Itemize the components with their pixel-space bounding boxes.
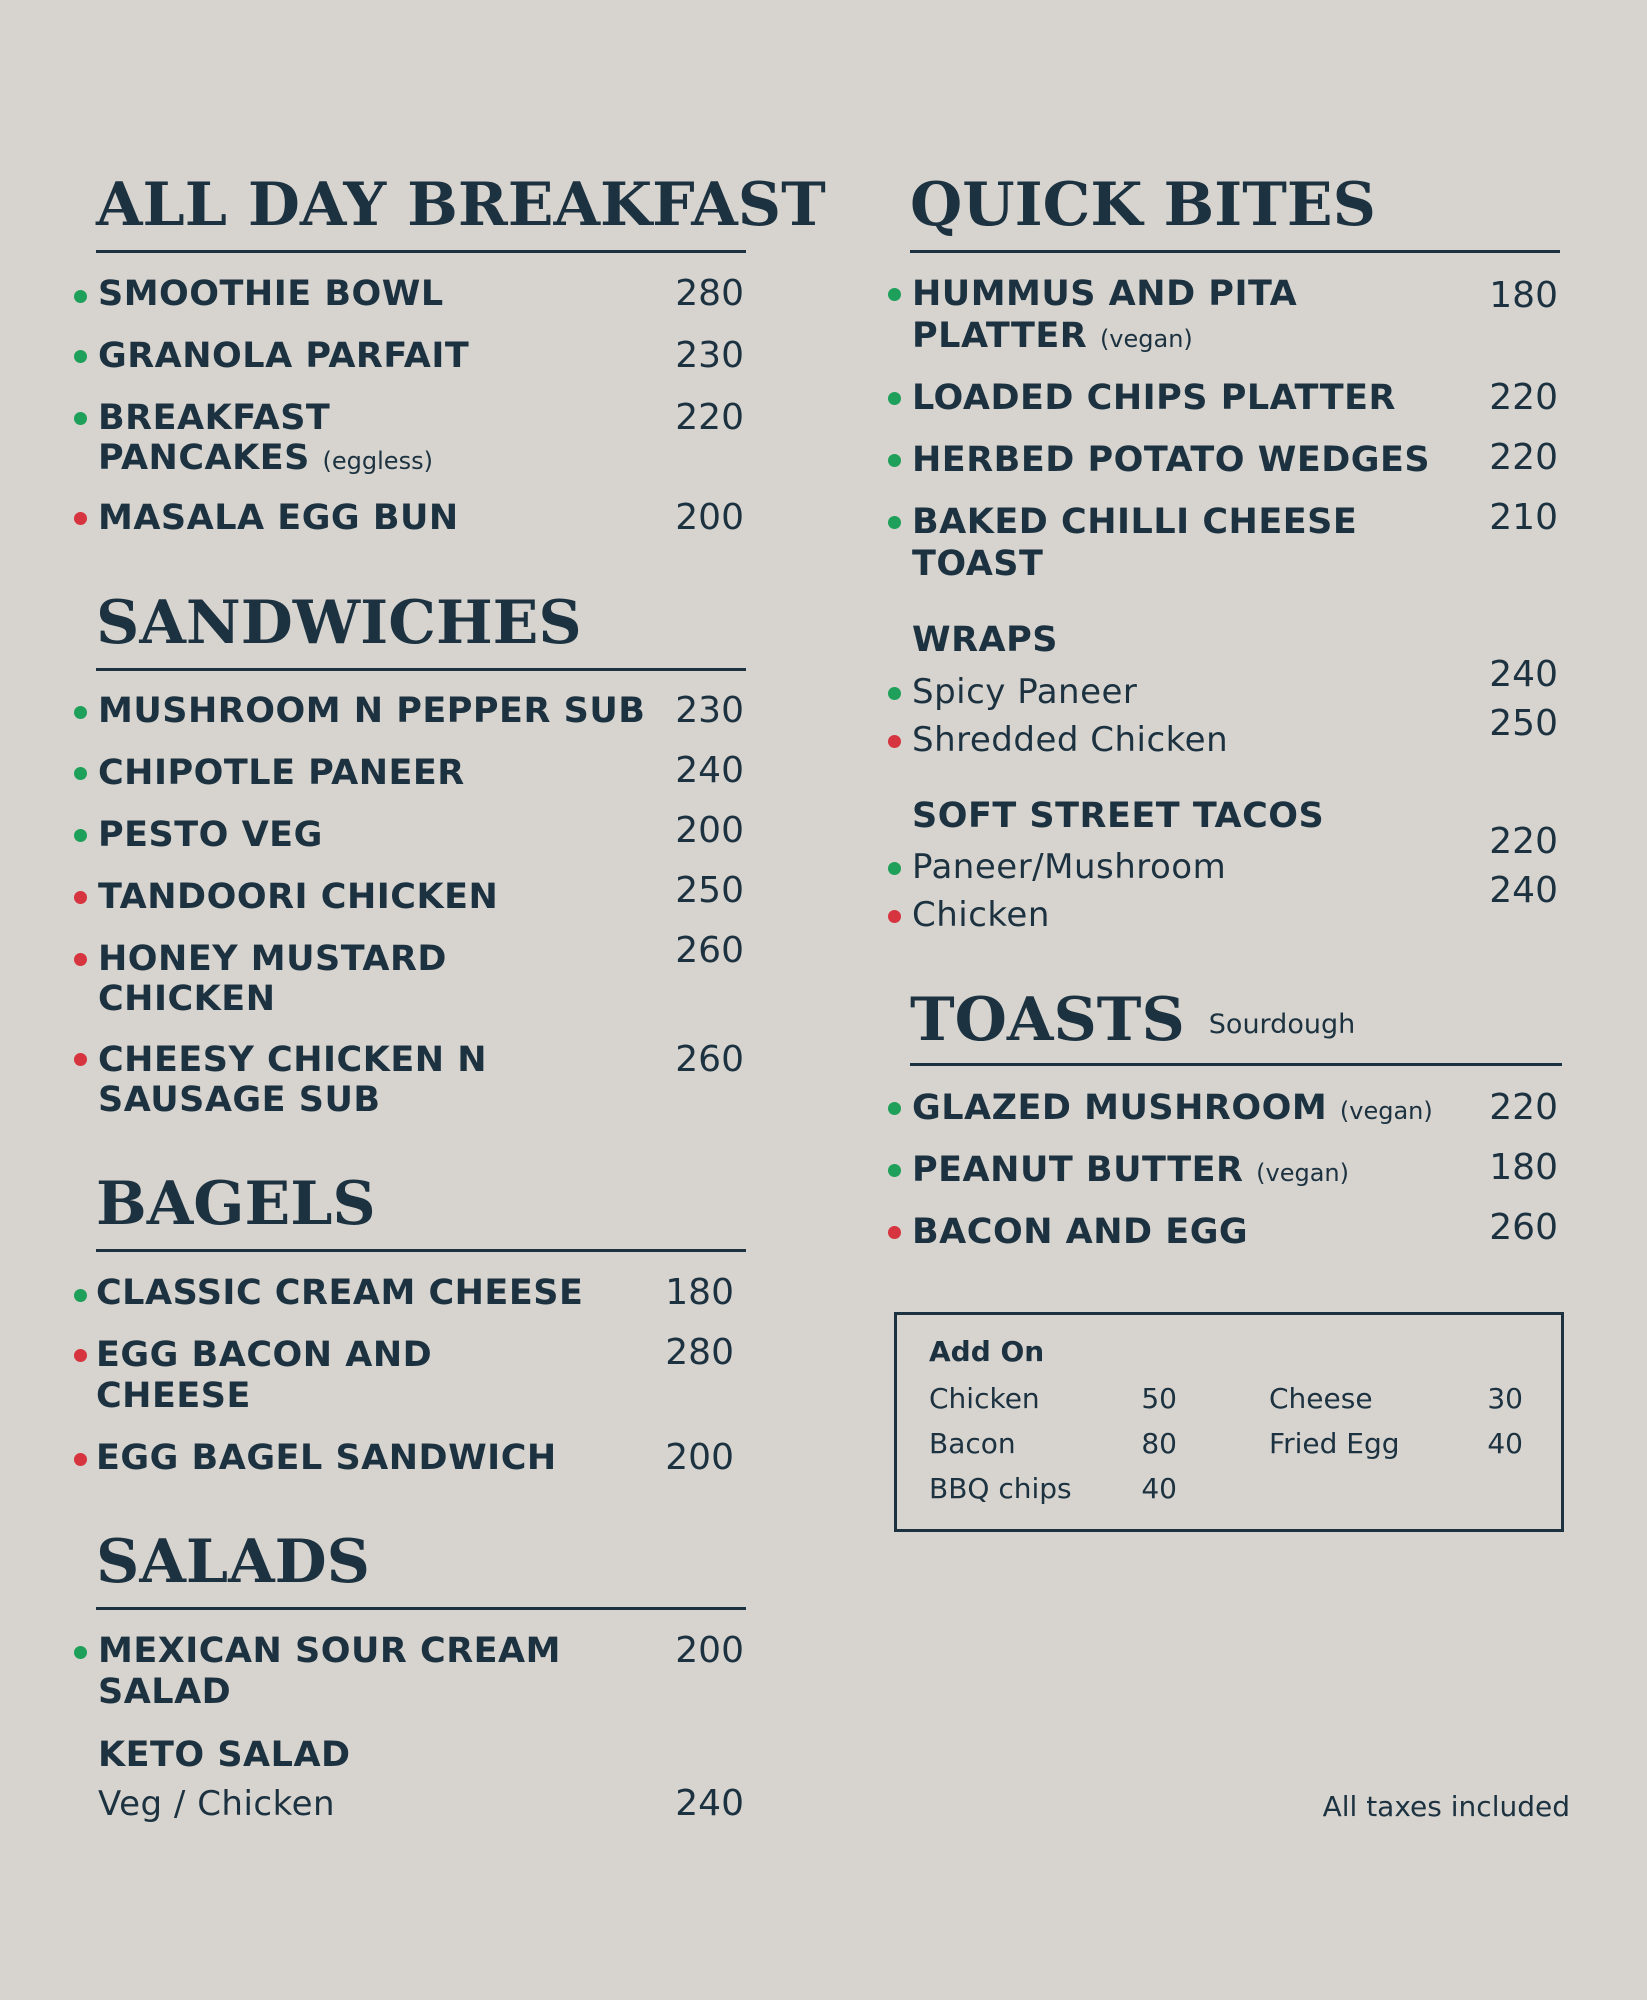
veg-dot <box>888 687 901 700</box>
nonveg-dot <box>74 1053 87 1066</box>
add-on-box <box>894 1312 1564 1532</box>
item-name: GRANOLA PARFAIT <box>98 336 470 376</box>
breakfast-rule <box>96 250 746 253</box>
item-price: 280 <box>665 1332 734 1373</box>
item-price: 260 <box>675 930 744 971</box>
veg-dot <box>74 829 87 842</box>
item-name: BACON AND EGG <box>912 1212 1249 1252</box>
breakfast-title: ALL DAY BREAKFAST <box>96 170 826 240</box>
item-name: MASALA EGG BUN <box>98 498 459 538</box>
salads-rule <box>96 1607 746 1610</box>
item-name-line2: CHICKEN <box>98 979 276 1019</box>
item-price: 260 <box>675 1039 744 1080</box>
toasts-title: TOASTS Sourdough <box>910 985 1356 1055</box>
item-price: 240 <box>1489 870 1558 911</box>
add-on-title: Add On <box>929 1335 1045 1368</box>
nonveg-dot <box>74 1349 87 1362</box>
item-name: PESTO VEG <box>98 815 323 855</box>
item-name: EGG BAGEL SANDWICH <box>96 1438 557 1478</box>
item-name: BAKED CHILLI CHEESE <box>912 502 1358 542</box>
add-on-item-label: BBQ chips <box>929 1472 1072 1505</box>
veg-dot <box>888 862 901 875</box>
sandwiches-title: SANDWICHES <box>96 588 582 658</box>
item-name-line2: TOAST <box>912 544 1044 584</box>
nonveg-dot <box>74 891 87 904</box>
item-price: 220 <box>1489 1087 1558 1128</box>
veg-dot <box>74 1646 87 1659</box>
item-note: (vegan) <box>1339 1097 1433 1125</box>
wraps-heading: WRAPS <box>912 620 1059 660</box>
item-price: 260 <box>1489 1207 1558 1248</box>
add-on-item-price: 30 <box>1487 1382 1523 1415</box>
item-price: 240 <box>1489 654 1558 695</box>
item-price: 180 <box>1489 275 1558 316</box>
veg-dot <box>74 706 87 719</box>
toasts-subtitle: Sourdough <box>1208 1009 1356 1040</box>
sandwiches-rule <box>96 668 746 671</box>
item-name: SMOOTHIE BOWL <box>98 274 444 314</box>
item-name: CLASSIC CREAM CHEESE <box>96 1273 584 1313</box>
nonveg-dot <box>888 1226 901 1239</box>
veg-dot <box>888 516 901 529</box>
item-variant: Veg / Chicken <box>98 1784 336 1824</box>
item-name: MUSHROOM N PEPPER SUB <box>98 691 646 731</box>
item-name: MEXICAN SOUR CREAM <box>98 1631 561 1671</box>
bagels-title: BAGELS <box>96 1169 376 1239</box>
item-price: 210 <box>1489 497 1558 538</box>
veg-dot <box>888 454 901 467</box>
item-price: 230 <box>675 690 744 731</box>
item-price: 230 <box>675 335 744 376</box>
item-price: 200 <box>675 1630 744 1671</box>
tacos-heading: SOFT STREET TACOS <box>912 796 1325 836</box>
nonveg-dot <box>74 512 87 525</box>
add-on-item-label: Cheese <box>1269 1382 1373 1415</box>
item-price: 180 <box>1489 1147 1558 1188</box>
item-name: CHIPOTLE PANEER <box>98 753 465 793</box>
item-price: 200 <box>675 497 744 538</box>
nonveg-dot <box>74 1453 87 1466</box>
taco-option: Chicken <box>912 895 1050 935</box>
add-on-item-price: 50 <box>1141 1382 1177 1415</box>
veg-dot <box>888 392 901 405</box>
item-price: 240 <box>675 750 744 791</box>
item-name: BREAKFAST <box>98 398 331 438</box>
item-price: 200 <box>675 810 744 851</box>
item-name: HUMMUS AND PITA <box>912 274 1298 314</box>
item-name: GLAZED MUSHROOM (vegan) <box>912 1088 1433 1128</box>
veg-dot <box>888 1164 901 1177</box>
item-price: 220 <box>1489 821 1558 862</box>
veg-dot <box>74 290 87 303</box>
add-on-item-price: 40 <box>1141 1472 1177 1505</box>
add-on-item-label: Chicken <box>929 1382 1040 1415</box>
item-name: EGG BACON AND <box>96 1335 433 1375</box>
item-name-line2: PANCAKES (eggless) <box>98 438 433 478</box>
veg-dot <box>74 767 87 780</box>
wrap-option: Spicy Paneer <box>912 672 1138 712</box>
add-on-item-label: Bacon <box>929 1427 1016 1460</box>
add-on-item-label: Fried Egg <box>1269 1427 1400 1460</box>
item-name: HERBED POTATO WEDGES <box>912 440 1431 480</box>
item-price: 220 <box>1489 437 1558 478</box>
toasts-rule <box>910 1063 1562 1066</box>
item-note: (vegan) <box>1256 1159 1349 1187</box>
veg-dot <box>74 350 87 363</box>
nonveg-dot <box>888 910 901 923</box>
quick-bites-title: QUICK BITES <box>910 170 1376 240</box>
item-name-line2: SALAD <box>98 1672 232 1712</box>
item-name: TANDOORI CHICKEN <box>98 877 499 917</box>
item-price: 250 <box>675 870 744 911</box>
item-name: LOADED CHIPS PLATTER <box>912 378 1396 418</box>
item-price: 180 <box>665 1272 734 1313</box>
item-name-line2: CHEESE <box>96 1376 251 1416</box>
nonveg-dot <box>74 953 87 966</box>
item-name: KETO SALAD <box>98 1735 351 1775</box>
item-note: (vegan) <box>1099 325 1193 353</box>
item-price: 200 <box>665 1437 734 1478</box>
item-price: 250 <box>1489 703 1558 744</box>
veg-dot <box>888 1102 901 1115</box>
taco-option: Paneer/Mushroom <box>912 847 1227 887</box>
add-on-item-price: 80 <box>1141 1427 1177 1460</box>
item-price: 280 <box>675 273 744 314</box>
taxes-note: All taxes included <box>1322 1790 1570 1823</box>
item-name: HONEY MUSTARD <box>98 939 447 979</box>
veg-dot <box>888 288 901 301</box>
add-on-item-price: 40 <box>1487 1427 1523 1460</box>
item-price: 220 <box>1489 377 1558 418</box>
veg-dot <box>74 1289 87 1302</box>
item-name-line2: SAUSAGE SUB <box>98 1080 381 1120</box>
item-note: (eggless) <box>322 447 433 475</box>
item-name-line2: PLATTER (vegan) <box>912 316 1193 356</box>
item-price: 220 <box>675 397 744 438</box>
quick-bites-rule <box>910 250 1560 253</box>
wrap-option: Shredded Chicken <box>912 720 1229 760</box>
nonveg-dot <box>888 735 901 748</box>
veg-dot <box>74 412 87 425</box>
bagels-rule <box>96 1249 746 1252</box>
salads-title: SALADS <box>96 1527 370 1597</box>
item-price: 240 <box>675 1783 744 1824</box>
item-name: PEANUT BUTTER (vegan) <box>912 1150 1349 1190</box>
item-name: CHEESY CHICKEN N <box>98 1040 488 1080</box>
